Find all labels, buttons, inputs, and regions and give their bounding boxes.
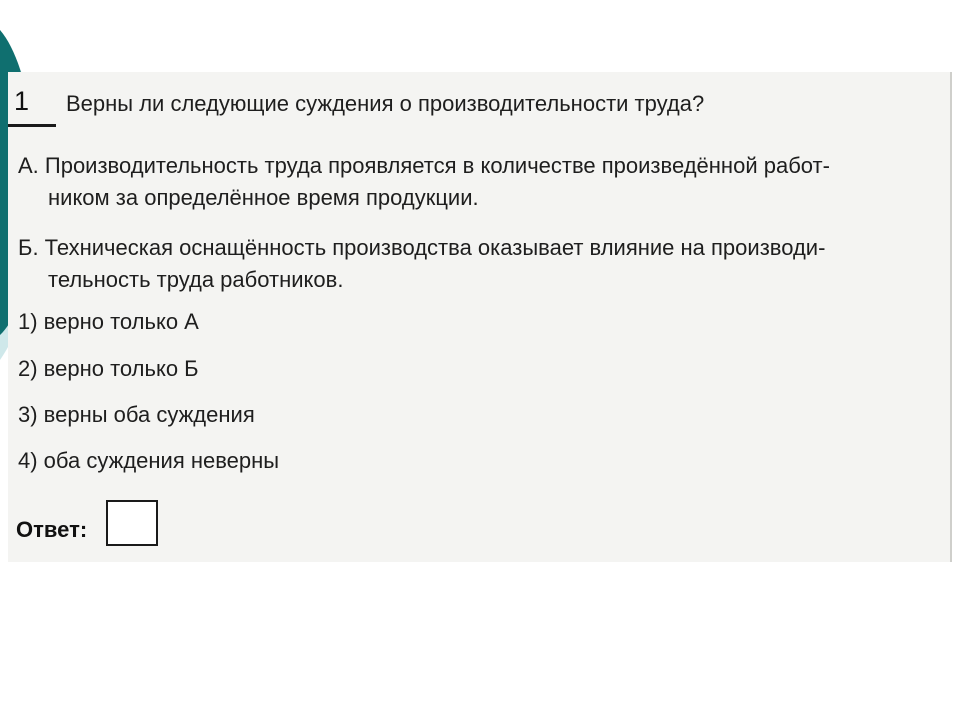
statement-a-line-1: А. Производительность труда проявляется в количестве произведённой работ- — [18, 153, 830, 178]
statement-a — [18, 150, 830, 214]
question-text: Верны ли следующие суждения о производительности труда? — [66, 91, 705, 116]
answer-box[interactable] — [106, 500, 158, 546]
statement-b-line-1: Б. Техническая оснащённость производства оказывает влияние на производи- — [18, 235, 826, 260]
scanned-task-card — [8, 72, 952, 562]
statement-a-line-2: ником за определённое время продукции. — [48, 185, 479, 210]
question-number-underline — [8, 124, 56, 127]
answer-option-3: 3) верны оба суждения — [18, 402, 255, 427]
scan-edge — [950, 72, 952, 562]
answer-label: Ответ: — [16, 517, 88, 542]
question-number: 1 — [14, 86, 30, 116]
answer-option-4: 4) оба суждения неверны — [18, 448, 280, 473]
answer-option-1: 1) верно только А — [18, 309, 199, 334]
answer-option-2: 2) верно только Б — [18, 356, 199, 381]
statement-b — [18, 232, 825, 296]
statement-b-line-2: тельность труда работников. — [48, 267, 344, 292]
